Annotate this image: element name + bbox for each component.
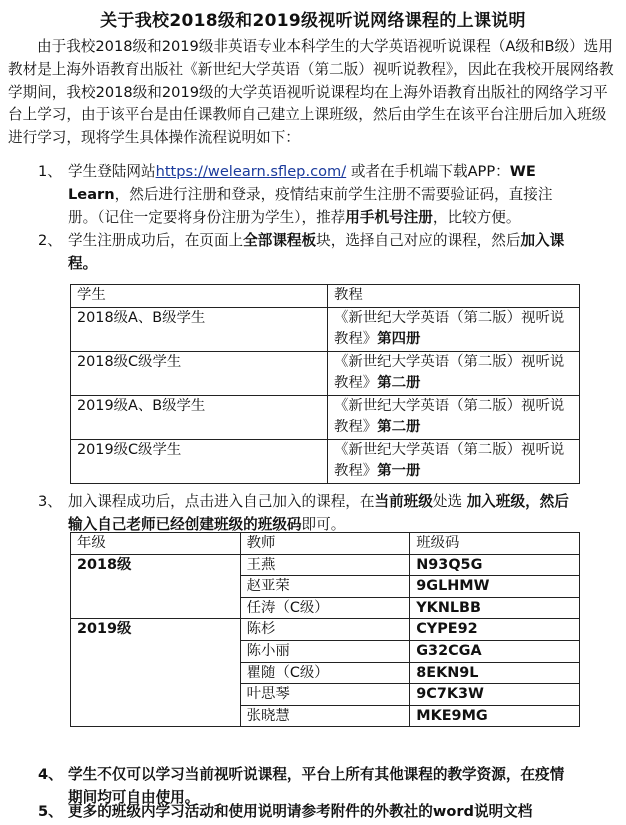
- grade-cell: 2018级: [71, 554, 241, 619]
- table-row: [71, 439, 580, 483]
- step-2-text-a: 学生注册成功后，在页面上: [68, 232, 244, 249]
- step-2: [38, 230, 576, 276]
- table-row: [71, 395, 580, 439]
- teacher-cell: 陈杉: [240, 619, 410, 641]
- class-code-cell: 9C7K3W: [410, 684, 580, 706]
- class-code-cell: CYPE92: [410, 619, 580, 641]
- class-code-table: [70, 532, 580, 727]
- class-code-cell: MKE9MG: [410, 705, 580, 727]
- class-code-cell: G32CGA: [410, 640, 580, 662]
- intro-text: 由于我校2018级和2019级非英语专业本科学生的大学英语视听说课程（A级和B级）选用教材是上海外语教育出版社《新世纪大学英语（第二版）视听说教程》，因此在我校开展网络教学期间，我校2018级和2019级的大学英语视听说课程均在上海外语教育出版社的网络学习平台上学习，由于该平台是由任课教师自己建立上课班级，然后由学生在该平台注册后加入班级进行学习，现将学生具体操作流程说明如下：: [8, 38, 614, 147]
- teacher-cell: 叶思琴: [240, 684, 410, 706]
- table-row: [71, 619, 580, 641]
- table-header-row: [71, 533, 580, 555]
- step-5-text: 更多的班级内学习活动和使用说明请参考附件的外教社的word说明文档: [68, 803, 533, 820]
- document-title: 关于我校2018级和2019级视听说网络课程的上课说明: [100, 11, 526, 31]
- step-1-bold: 用手机号注册: [345, 208, 433, 226]
- step-5: [38, 801, 608, 824]
- course-table: [70, 284, 580, 484]
- step-1-text-d: ，比较方便。: [432, 208, 521, 226]
- student-cell: 2018级C级学生: [71, 351, 328, 395]
- step-3-bold-b: 加入班级，然后输入自己老师已经创建班级的班级码: [68, 493, 569, 533]
- header-grade: 年级: [71, 533, 241, 555]
- class-code-cell: N93Q5G: [410, 554, 580, 576]
- step-3-bold-a: 当前班级: [374, 493, 433, 510]
- header-course: 教程: [328, 285, 580, 308]
- step-3: [38, 491, 576, 537]
- step-1-text-b: 或者在手机端下载APP：: [346, 163, 510, 180]
- course-cell: 《新世纪大学英语（第二版）视听说教程》第一册: [328, 439, 580, 483]
- intro-paragraph: [8, 36, 614, 150]
- step-3-text-b: 处选: [432, 493, 467, 510]
- step-4-number: 4、: [38, 766, 63, 783]
- class-code-cell: 9GLHMW: [410, 576, 580, 598]
- step-1-text-a: 学生登陆网站: [68, 163, 156, 180]
- student-cell: 2019级A、B级学生: [71, 395, 328, 439]
- step-3-text-a: 加入课程成功后，点击进入自己加入的课程，在: [68, 493, 375, 510]
- step-5-number: 5、: [38, 803, 63, 820]
- student-cell: 2018级A、B级学生: [71, 307, 328, 351]
- class-code-cell: 8EKN9L: [410, 662, 580, 684]
- teacher-cell: 赵亚荣: [240, 576, 410, 598]
- course-cell: 《新世纪大学英语（第二版）视听说教程》第二册: [328, 395, 580, 439]
- course-cell: 《新世纪大学英语（第二版）视听说教程》第二册: [328, 351, 580, 395]
- teacher-cell: 陈小丽: [240, 640, 410, 662]
- teacher-cell: 任涛（C级）: [240, 597, 410, 619]
- header-teacher: 教师: [240, 533, 410, 555]
- course-cell: 《新世纪大学英语（第二版）视听说教程》第四册: [328, 307, 580, 351]
- step-2-text-b: 块，选择自己对应的课程，然后: [316, 232, 521, 249]
- step-4-text: 学生不仅可以学习当前视听说课程，平台上所有其他课程的教学资源，在疫情期间均可自由使用。: [68, 766, 565, 806]
- teacher-cell: 瞿随（C级）: [240, 662, 410, 684]
- app-name: WE Learn: [68, 163, 536, 203]
- teacher-cell: 张晓慧: [240, 705, 410, 727]
- table-row: [71, 307, 580, 351]
- grade-cell: 2019级: [71, 619, 241, 727]
- teacher-cell: 王燕: [240, 554, 410, 576]
- step-1: [38, 161, 576, 229]
- class-code-cell: YKNLBB: [410, 597, 580, 619]
- step-2-bold-a: 全部课程板: [243, 232, 317, 249]
- header-class-code: 班级码: [410, 533, 580, 555]
- step-3-number: 3、: [38, 493, 62, 510]
- table-row: [71, 554, 580, 576]
- step-2-bold-b: 加入课程。: [68, 232, 565, 272]
- step-2-number: 2、: [38, 232, 62, 249]
- step-3-text-c: 即可。: [301, 515, 346, 533]
- welearn-link[interactable]: https://welearn.sflep.com/: [155, 163, 347, 180]
- table-row: [71, 351, 580, 395]
- header-student: 学生: [71, 285, 328, 308]
- step-1-number: 1、: [38, 163, 62, 180]
- step-1-text-c: ，然后进行注册和登录，疫情结束前学生注册不需要验证码，直接注册。（记住一定要将身份注册为学生），推荐: [68, 185, 553, 226]
- student-cell: 2019级C级学生: [71, 439, 328, 483]
- table-header-row: [71, 285, 580, 308]
